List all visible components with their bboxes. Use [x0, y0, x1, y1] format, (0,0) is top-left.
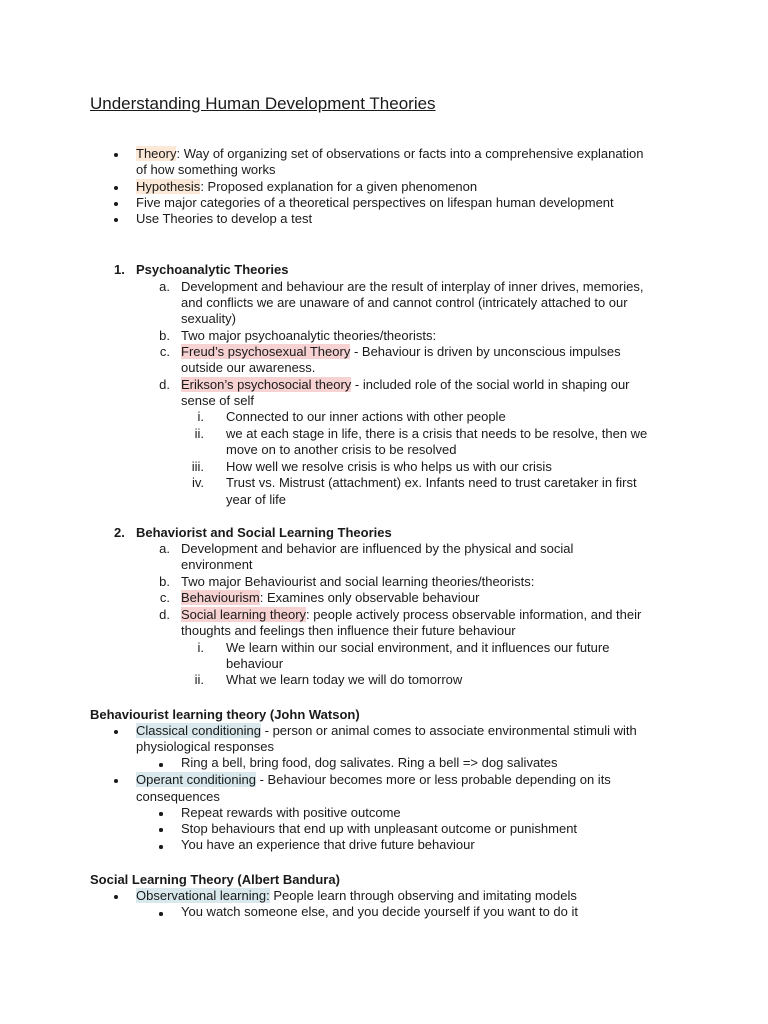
- sub-item: We learn within our social environment, and it influences our future: [226, 640, 610, 655]
- list-marker: ii.: [194, 672, 204, 687]
- list-item-cont: physiological responses: [136, 739, 275, 754]
- bullet-icon: [159, 828, 163, 832]
- list-item-freud: Freud’s psychosexual Theory - Behaviour is driven by unconscious impulses: [181, 344, 621, 359]
- term-highlight: Freud’s psychosexual Theory: [181, 344, 351, 359]
- section-heading-bandura: Social Learning Theory (Albert Bandura): [90, 872, 340, 887]
- intro-item-theory: Theory: Way of organizing set of observations or facts into a comprehensive explanation: [136, 146, 644, 161]
- page-title: Understanding Human Development Theories: [90, 94, 436, 113]
- list-item: Two major psychoanalytic theories/theorists:: [181, 328, 437, 343]
- list-item-classical: Classical conditioning - person or animal comes to associate environmental stimuli with: [136, 723, 637, 738]
- list-item-operant: Operant conditioning - Behaviour becomes more or less probable depending on its: [136, 772, 611, 787]
- sub-item-cont: behaviour: [226, 656, 284, 671]
- section-number: 1.: [114, 262, 125, 277]
- bullet-icon: [114, 218, 118, 222]
- section-number: 2.: [114, 525, 125, 540]
- bullet-icon: [159, 912, 163, 916]
- list-marker: d.: [159, 377, 170, 392]
- list-item: Two major Behaviourist and social learning theories/theorists:: [181, 574, 535, 589]
- intro-item: Use Theories to develop a test: [136, 211, 313, 226]
- bullet-icon: [114, 895, 118, 899]
- term-highlight: Operant conditioning: [136, 772, 256, 787]
- sub-item: Connected to our inner actions with other people: [226, 409, 506, 424]
- list-item-cont: sexuality): [181, 311, 236, 326]
- intro-item-hypothesis: Hypothesis: Proposed explanation for a given phenomenon: [136, 179, 478, 194]
- section-heading-watson: Behaviourist learning theory (John Watson): [90, 707, 360, 722]
- term-highlight: Hypothesis: [136, 179, 201, 194]
- bullet-icon: [114, 779, 118, 783]
- sub-item: You have an experience that drive future behaviour: [181, 837, 475, 852]
- list-marker: d.: [159, 607, 170, 622]
- bullet-icon: [159, 812, 163, 816]
- list-item: Development and behaviour are the result of interplay of inner drives, memories,: [181, 279, 644, 294]
- list-item-social-learning: Social learning theory: people actively process observable information, and their: [181, 607, 642, 622]
- section-title: Psychoanalytic Theories: [136, 262, 289, 277]
- bullet-icon: [159, 763, 163, 767]
- list-item-cont: sense of self: [181, 393, 254, 408]
- term-highlight: Erikson’s psychosocial theory: [181, 377, 352, 392]
- bullet-icon: [114, 202, 118, 206]
- bullet-icon: [114, 730, 118, 734]
- list-marker: c.: [159, 590, 170, 605]
- list-marker: c.: [159, 344, 170, 359]
- list-item-cont: thoughts and feelings then influence their future behaviour: [181, 623, 516, 638]
- list-item-cont: environment: [181, 557, 253, 572]
- list-marker: i.: [197, 640, 204, 655]
- list-marker: b.: [159, 574, 170, 589]
- sub-item-cont: move on to another crisis to be resolved: [226, 442, 457, 457]
- bullet-icon: [159, 845, 163, 849]
- list-item-cont: and conflicts we are unaware of and cannot control (intricately attached to our: [181, 295, 628, 310]
- list-item-cont: consequences: [136, 789, 220, 804]
- list-item: Development and behavior are influenced by the physical and social: [181, 541, 574, 556]
- list-item-erikson: Erikson’s psychosocial theory - included role of the social world in shaping our: [181, 377, 630, 392]
- term-highlight: Classical conditioning: [136, 723, 262, 738]
- sub-item: You watch someone else, and you decide yourself if you want to do it: [181, 904, 578, 919]
- sub-item-cont: year of life: [226, 492, 286, 507]
- list-item-cont: outside our awareness.: [181, 360, 316, 375]
- sub-item: Stop behaviours that end up with unpleasant outcome or punishment: [181, 821, 578, 836]
- term-highlight: Social learning theory: [181, 607, 307, 622]
- sub-item: Repeat rewards with positive outcome: [181, 805, 401, 820]
- term-highlight: Behaviourism: [181, 590, 260, 605]
- bullet-icon: [114, 153, 118, 157]
- list-item-behaviourism: Behaviourism: Examines only observable behaviour: [181, 590, 480, 605]
- term-highlight: Observational learning:: [136, 888, 270, 903]
- sub-item: How well we resolve crisis is who helps us with our crisis: [226, 459, 552, 474]
- list-item-observational: Observational learning: People learn through observing and imitating models: [136, 888, 577, 903]
- list-marker: b.: [159, 328, 170, 343]
- list-marker: iii.: [191, 459, 204, 474]
- bullet-icon: [114, 186, 118, 190]
- section-title: Behaviorist and Social Learning Theories: [136, 525, 392, 540]
- list-marker: iv.: [191, 475, 204, 490]
- list-marker: a.: [159, 279, 170, 294]
- sub-item: What we learn today we will do tomorrow: [226, 672, 463, 687]
- list-marker: a.: [159, 541, 170, 556]
- sub-item: we at each stage in life, there is a crisis that needs to be resolve, then we: [226, 426, 648, 441]
- list-marker: ii.: [194, 426, 204, 441]
- intro-item-theory-cont: of how something works: [136, 162, 276, 177]
- term-highlight: Theory: [136, 146, 177, 161]
- list-marker: i.: [197, 409, 204, 424]
- intro-item: Five major categories of a theoretical perspectives on lifespan human development: [136, 195, 614, 210]
- sub-item: Ring a bell, bring food, dog salivates. Ring a bell => dog salivates: [181, 755, 558, 770]
- sub-item: Trust vs. Mistrust (attachment) ex. Infants need to trust caretaker in first: [226, 475, 637, 490]
